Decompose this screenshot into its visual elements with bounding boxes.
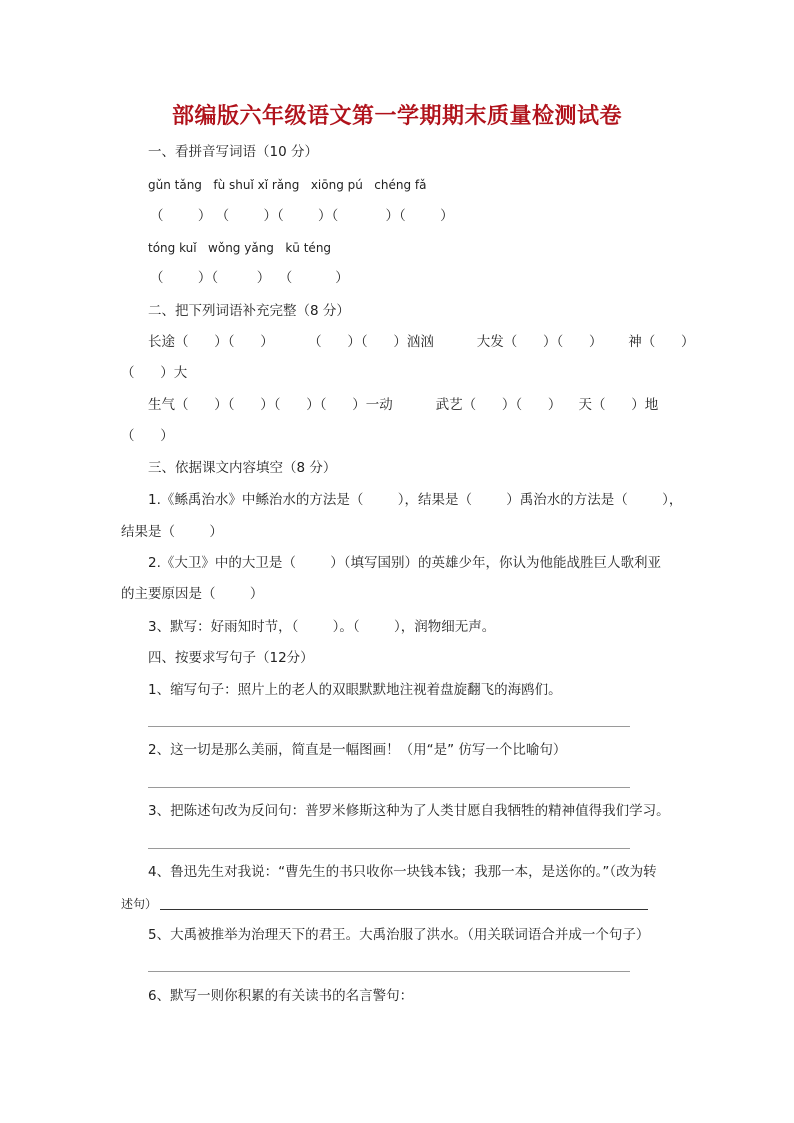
idiom-line-2: 生气（ ）（ ）（ ）（ ）一动 武艺（ ）（ ） 天（ ）地 <box>148 397 659 413</box>
fill-question-1: 1.《鲧禹治水》中鲧治水的方法是（ ），结果是（ ）禹治水的方法是（ ）， <box>148 492 683 508</box>
page-title: 部编版六年级语文第一学期期末质量检测试卷 <box>171 103 622 129</box>
answer-blanks-row-1: （ ） （ ）（ ）（ ）（ ） <box>150 208 454 224</box>
answer-line-4[interactable] <box>160 909 648 910</box>
pinyin-row-2: tóng kuǐ wǒng yǎng kū téng <box>148 241 332 255</box>
answer-line-5[interactable] <box>148 971 630 972</box>
sentence-question-1: 1、缩写句子：照片上的老人的双眼默默地注视着盘旋翻飞的海鸥们。 <box>148 682 562 698</box>
sentence-question-4-continued: 述句） <box>121 897 158 911</box>
fill-question-2: 2.《大卫》中的大卫是（ ）（填写国别）的英雄少年，你认为他能战胜巨人歌利亚 <box>148 555 661 571</box>
idiom-line-1: 长途（ ）（ ） （ ）（ ）汹汹 大发（ ）（ ） 神（ ） <box>148 334 695 350</box>
sentence-question-3: 3、把陈述句改为反问句：普罗米修斯这种为了人类甘愿自我牺牲的精神值得我们学习。 <box>148 803 670 819</box>
section-heading-4: 四、按要求写句子（12分） <box>148 650 314 666</box>
answer-line-2[interactable] <box>148 787 630 788</box>
section-heading-2: 二、把下列词语补充完整（8 分） <box>148 303 350 319</box>
pinyin-row-1: gǔn tǎng fù shuǐ xǐ rǎng xiōng pú chéng fǎ <box>148 178 427 192</box>
section-heading-3: 三、依据课文内容填空（8 分） <box>148 460 337 476</box>
idiom-line-1-continued: （ ）大 <box>121 365 188 381</box>
fill-question-2-continued: 的主要原因是（ ） <box>121 586 264 602</box>
sentence-question-5: 5、大禹被推举为治理天下的君王。大禹治服了洪水。（用关联词语合并成一个句子） <box>148 927 650 943</box>
section-heading-1: 一、看拼音写词语（10 分） <box>148 144 318 160</box>
sentence-question-2: 2、这一切是那么美丽，简直是一幅图画！（用“是” 仿写一个比喻句） <box>148 742 567 758</box>
answer-line-3[interactable] <box>148 848 630 849</box>
sentence-question-4: 4、鲁迅先生对我说：“曹先生的书只收你一块钱本钱；我那一本，是送你的。”（改为转 <box>148 864 657 880</box>
fill-question-3: 3、默写：好雨知时节，（ ）。（ ），润物细无声。 <box>148 619 496 635</box>
fill-question-1-continued: 结果是（ ） <box>121 524 223 540</box>
idiom-line-2-continued: （ ） <box>121 428 174 444</box>
answer-line-1[interactable] <box>148 726 630 727</box>
sentence-question-6: 6、默写一则你积累的有关读书的名言警句： <box>148 988 414 1004</box>
answer-blanks-row-2: （ ）（ ） （ ） <box>150 270 349 286</box>
